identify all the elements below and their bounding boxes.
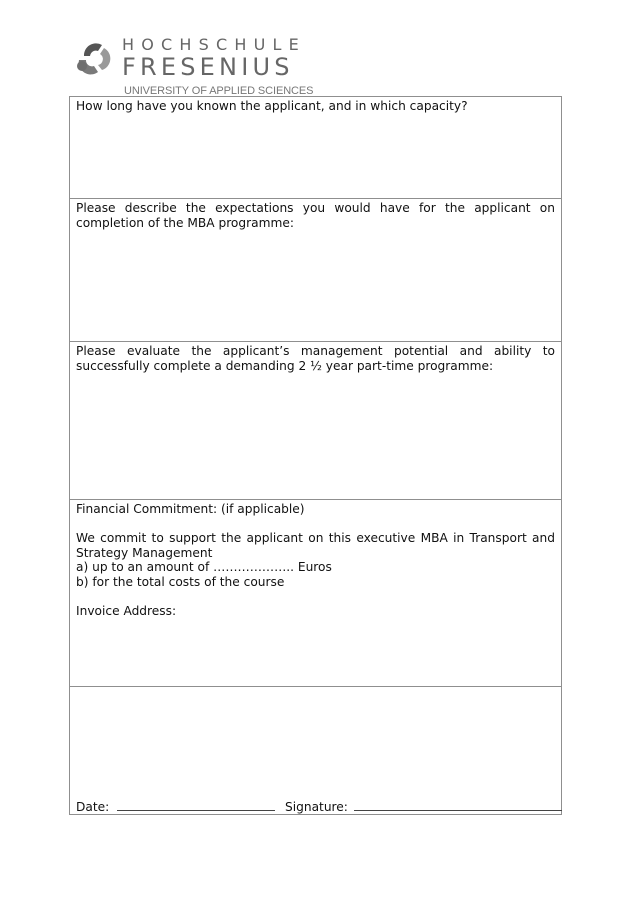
signature-label: Signature: <box>285 800 348 814</box>
financial-commitment-section[interactable] <box>70 499 561 686</box>
financial-option-amount: a) up to an amount of ……………….. Euros <box>76 560 332 574</box>
hochschule-fresenius-swirl-logo-icon <box>74 36 116 78</box>
spacer <box>76 589 555 604</box>
question-expectations-field[interactable] <box>70 198 561 341</box>
logo-text-hochschule: HOCHSCHULE <box>122 35 306 54</box>
financial-option-total-costs: b) for the total costs of the course <box>76 574 285 589</box>
reference-form-table <box>69 96 562 815</box>
question-label: Please evaluate the applicant’s management potential and ability to successfully complete a demanding 2 ½ year part-time programme: <box>76 344 555 373</box>
date-signature-line <box>76 800 562 814</box>
invoice-address-label: Invoice Address: <box>76 603 177 618</box>
date-field[interactable] <box>117 800 275 811</box>
question-known-applicant-field[interactable] <box>70 97 561 198</box>
question-label: How long have you known the applicant, and in which capacity? <box>76 99 468 113</box>
university-logo <box>74 34 334 98</box>
spacer <box>76 517 555 532</box>
logo-subtitle: UNIVERSITY OF APPLIED SCIENCES <box>124 85 314 97</box>
date-label: Date: <box>76 800 110 814</box>
signature-section <box>70 686 561 814</box>
question-management-potential-field[interactable] <box>70 341 561 499</box>
logo-text-fresenius: FRESENIUS <box>122 53 294 81</box>
question-label: Please describe the expectations you would have for the applicant on completion of the MBA programme: <box>76 201 555 230</box>
financial-commitment-text: We commit to support the applicant on this executive MBA in Transport and Strategy Management <box>76 531 555 560</box>
financial-commitment-title: Financial Commitment: (if applicable) <box>76 502 305 516</box>
signature-field[interactable] <box>354 800 562 811</box>
